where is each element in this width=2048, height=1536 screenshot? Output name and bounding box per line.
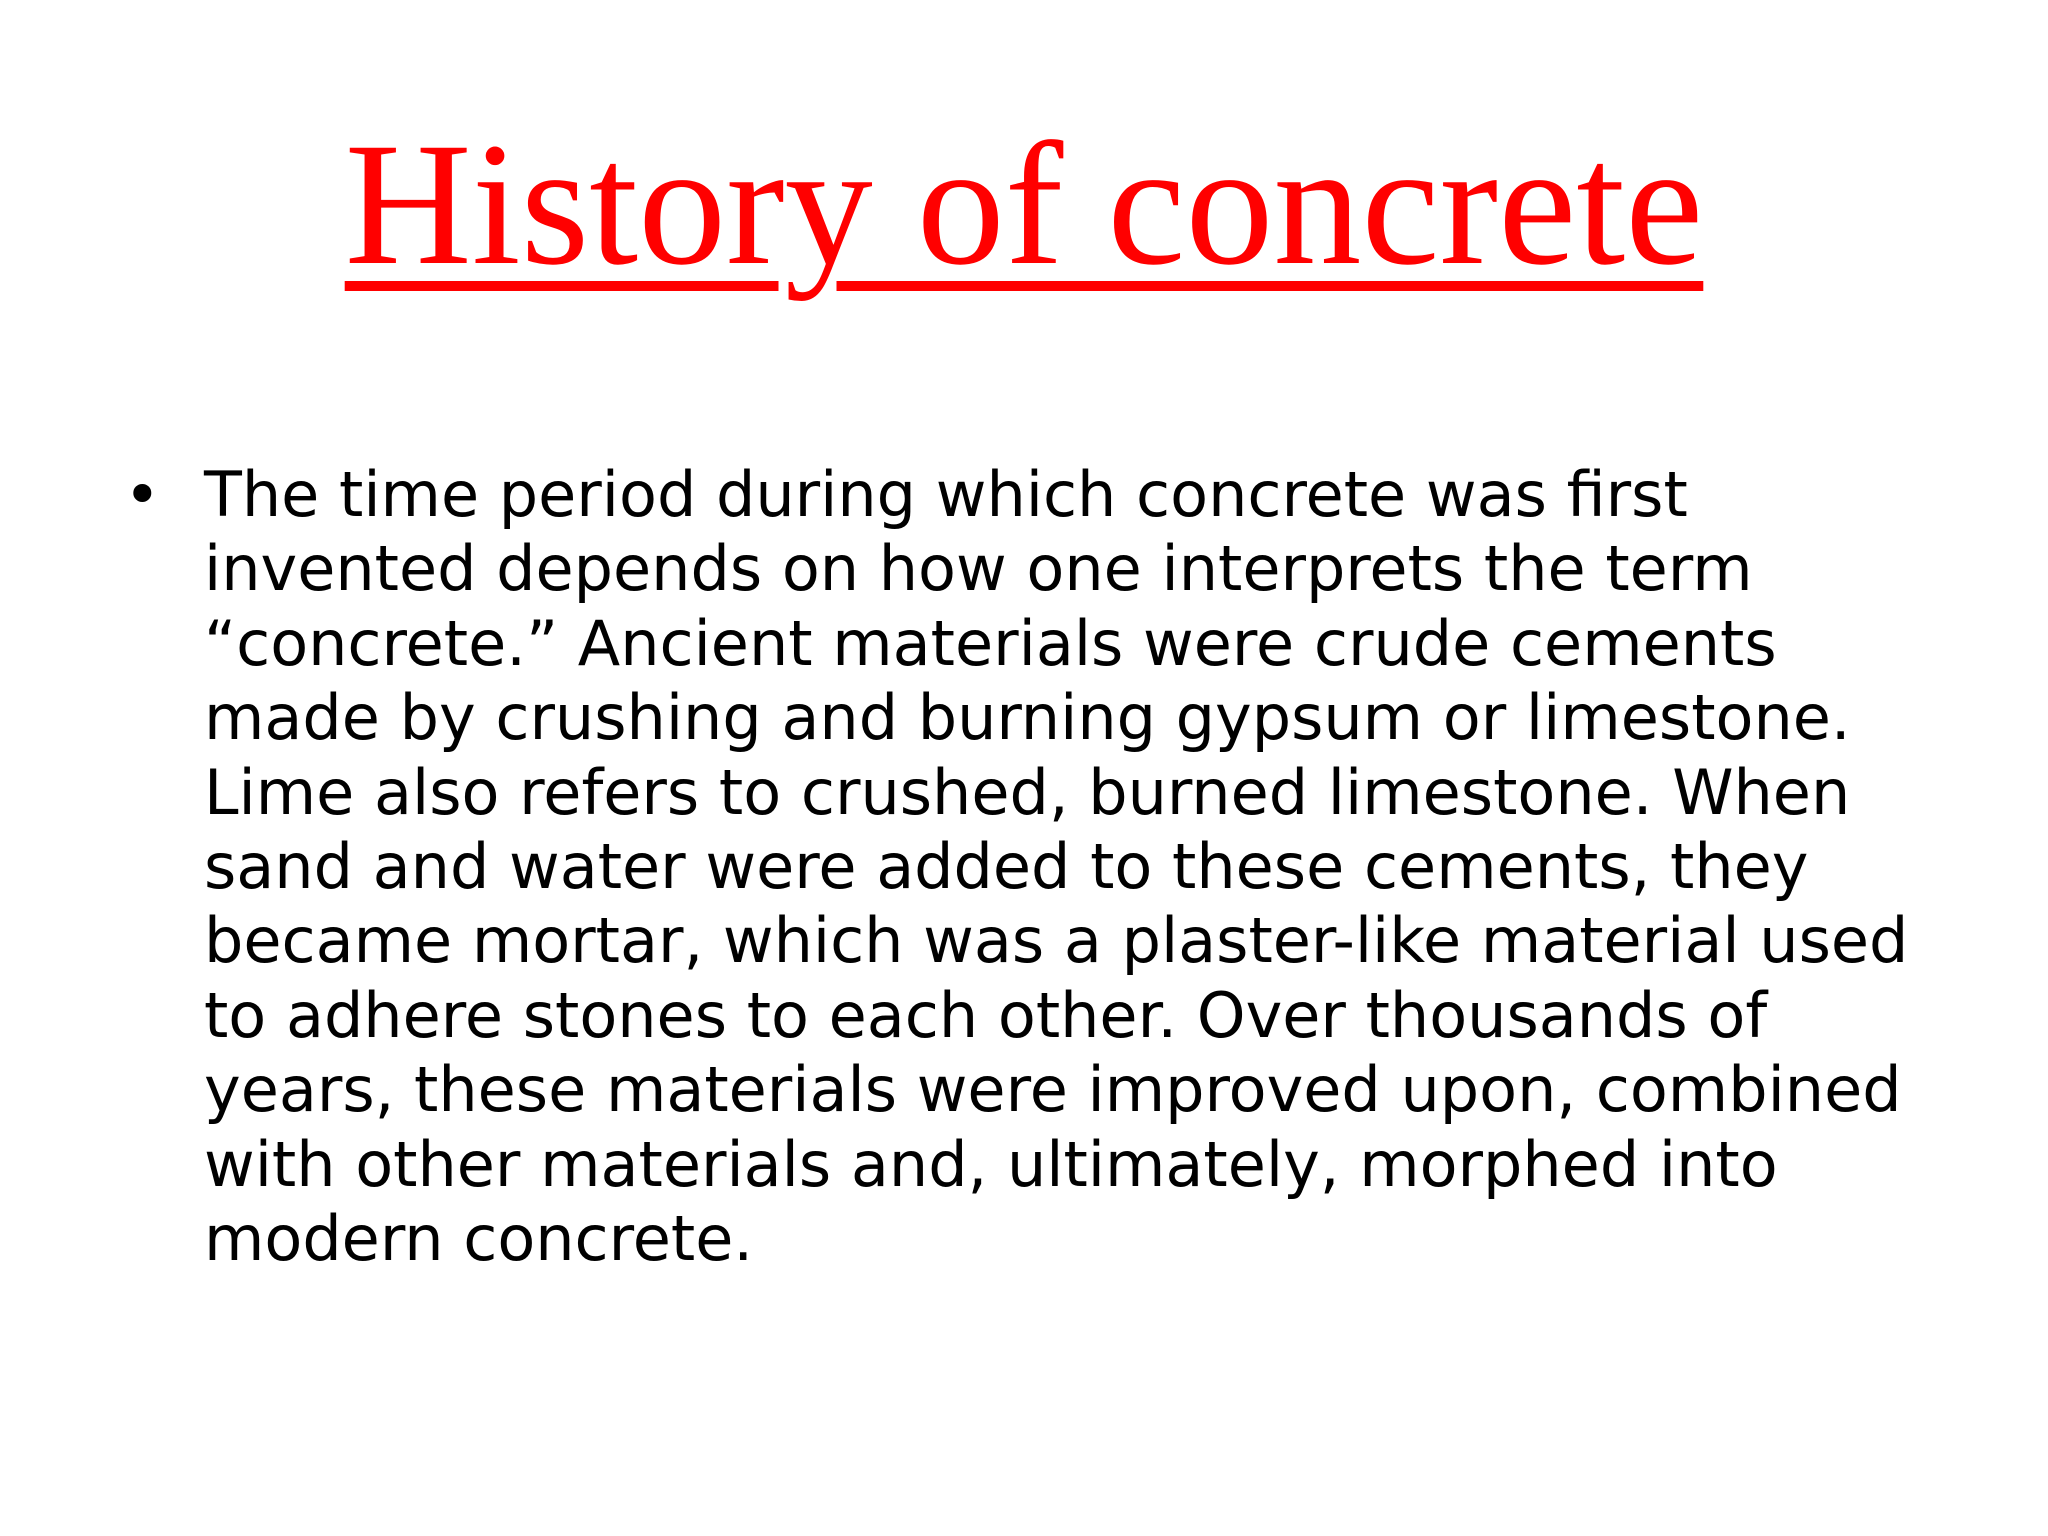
bullet-dot-icon: • (124, 458, 161, 531)
bullet-text-line: “concrete.” Ancient materials were crude cements (204, 606, 1777, 680)
bullet-text-line: with other materials and, ultimately, morphed into (204, 1127, 1778, 1201)
bullet-list (124, 458, 1934, 1276)
bullet-text-line: became mortar, which was a plaster-like material used (204, 904, 1909, 978)
bullet-item (124, 458, 1934, 1276)
bullet-text-line: Lime also refers to crushed, burned limestone. When (204, 755, 1851, 829)
bullet-text-line: sand and water were added to these cements, they (204, 830, 1809, 904)
bullet-text-line: The time period during which concrete was first (204, 458, 1688, 531)
bullet-text-line: years, these materials were improved upon, combined (204, 1053, 1902, 1127)
bullet-text-line: to adhere stones to each other. Over thousands of (204, 978, 1768, 1052)
bullet-text-line: modern concrete. (204, 1202, 754, 1276)
bullet-text-line: invented depends on how one interprets the term (204, 532, 1753, 606)
bullet-text-line: made by crushing and burning gypsum or limestone. (204, 681, 1851, 755)
slide-title: History of concrete (344, 107, 1704, 302)
